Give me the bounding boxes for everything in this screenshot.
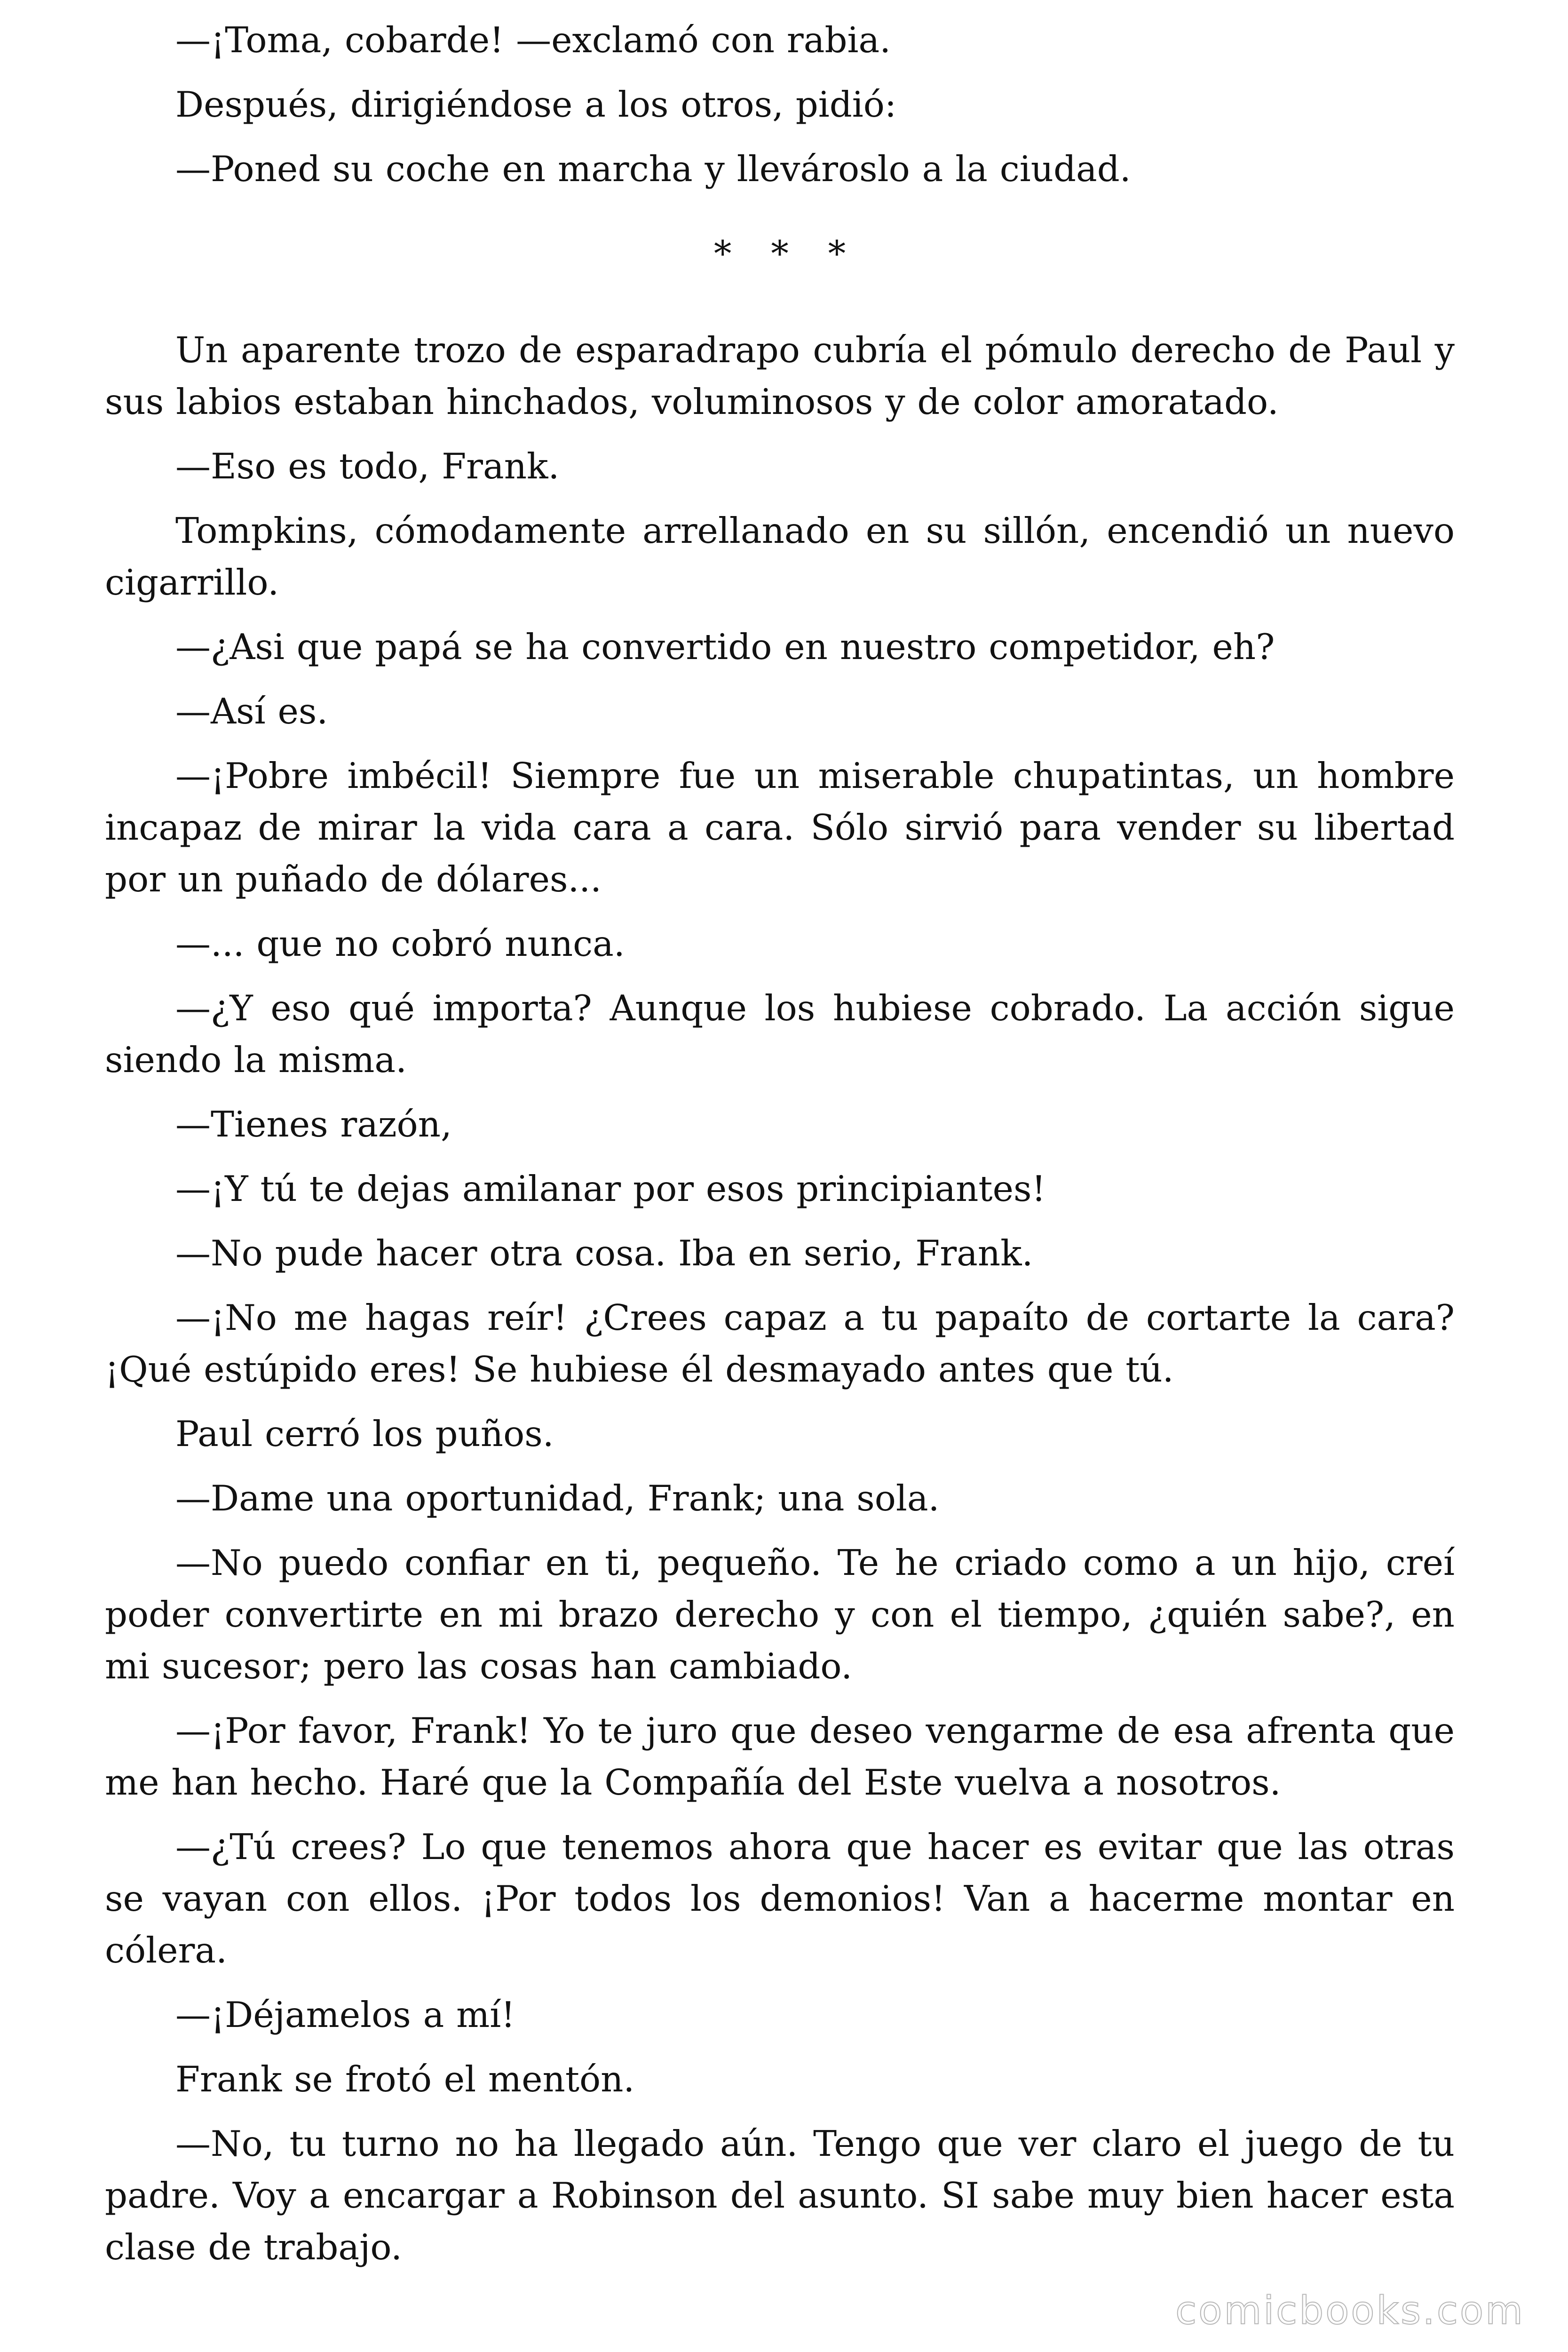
paragraph: —No puedo confiar en ti, pequeño. Te he criado como a un hijo, creí poder convertirte en mi brazo derecho y con el tiempo, ¿quién sabe?, en mi sucesor; pero las cosas han cambiado.: [105, 1542, 1455, 1687]
document-page: [105, 14, 1455, 2286]
paragraph: —¡Déjamelos a mí!: [175, 1994, 515, 2035]
paragraph: —¡Toma, cobarde! —exclamó con rabia.: [175, 19, 891, 61]
paragraph: —¿Y eso qué importa? Aunque los hubiese cobrado. La acción sigue siendo la misma.: [105, 987, 1455, 1081]
paragraph: —Tienes razón,: [175, 1104, 452, 1145]
paragraph: —Poned su coche en marcha y llevároslo a la ciudad.: [175, 148, 1131, 190]
paragraph: —... que no cobró nunca.: [175, 923, 625, 964]
paragraph: —No, tu turno no ha llegado aún. Tengo que ver claro el juego de tu padre. Voy a encargar a Robinson del asunto. SI sabe muy bien hacer esta clase de trabajo.: [105, 2123, 1455, 2268]
watermark: comicbooks.com: [1175, 2288, 1525, 2333]
paragraph: Tompkins, cómodamente arrellanado en su sillón, encendió un nuevo cigarrillo.: [105, 510, 1455, 603]
paragraph: —Dame una oportunidad, Frank; una sola.: [175, 1478, 940, 1519]
paragraph: Un aparente trozo de esparadrapo cubría el pómulo derecho de Paul y sus labios estaban hinchados, voluminosos y de color amoratado.: [105, 329, 1455, 422]
paragraph: —¿Tú crees? Lo que tenemos ahora que hacer es evitar que las otras se vayan con ellos. ¡Por todos los demonios! Van a hacerme montar en cólera.: [105, 1826, 1455, 1971]
paragraph: Paul cerró los puños.: [175, 1413, 554, 1454]
paragraph: —Eso es todo, Frank.: [175, 445, 560, 487]
paragraph: —¿Asi que papá se ha convertido en nuestro competidor, eh?: [175, 626, 1275, 667]
paragraph: —¡Por favor, Frank! Yo te juro que deseo vengarme de esa afrenta que me han hecho. Haré que la Compañía del Este vuelva a nosotros.: [105, 1710, 1455, 1803]
paragraph: —No pude hacer otra cosa. Iba en serio, Frank.: [175, 1232, 1033, 1274]
paragraph: Después, dirigiéndose a los otros, pidió:: [175, 84, 897, 125]
scene-break: * * *: [713, 233, 860, 274]
paragraph: —¡Pobre imbécil! Siempre fue un miserable chupatintas, un hombre incapaz de mirar la vida cara a cara. Sólo sirvió para vender su libertad por un puñado de dólares...: [105, 755, 1455, 900]
paragraph: —Así es.: [175, 691, 328, 732]
paragraph: —¡Y tú te dejas amilanar por esos principiantes!: [175, 1168, 1046, 1209]
paragraph: —¡No me hagas reír! ¿Crees capaz a tu papaíto de cortarte la cara? ¡Qué estúpido eres! Se hubiese él desmayado antes que tú.: [105, 1297, 1455, 1390]
paragraph: Frank se frotó el mentón.: [175, 2058, 635, 2100]
